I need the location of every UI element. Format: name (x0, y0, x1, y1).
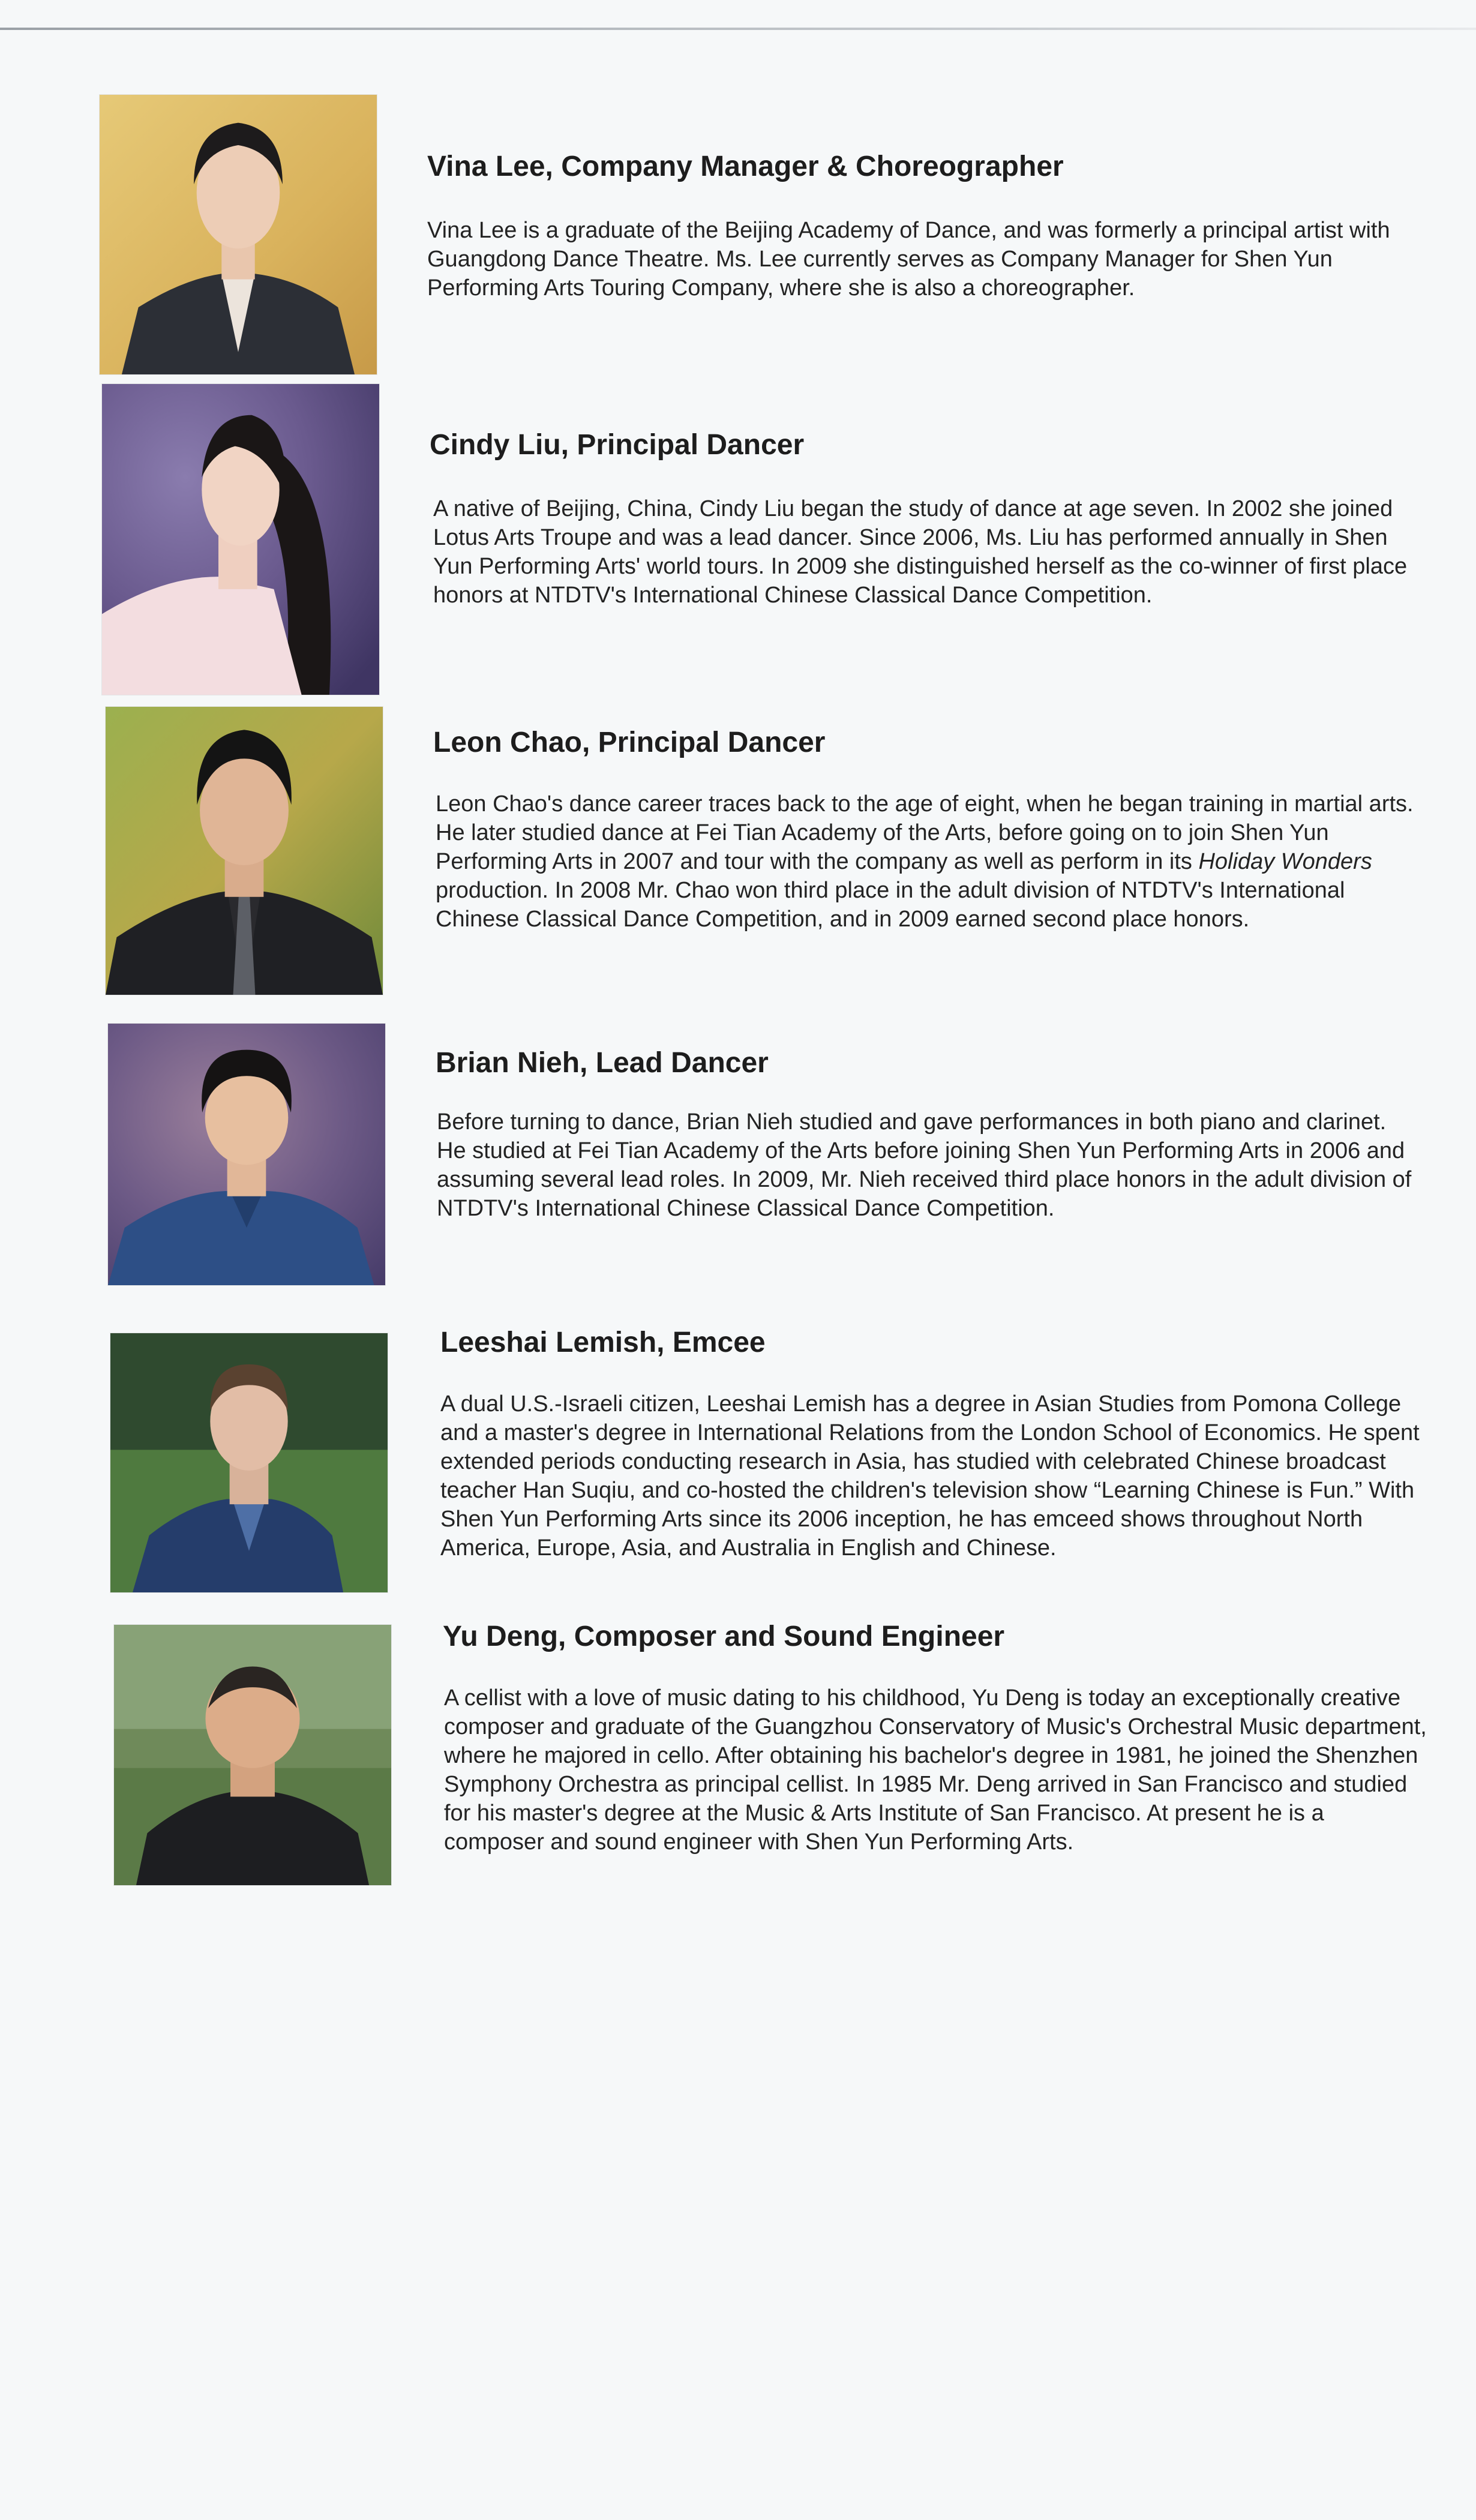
profile-bio: A native of Beijing, China, Cindy Liu began the study of dance at age seven. In 2002 she joined Lotus Arts Troupe and was a lead dancer. Since 2006, Ms. Liu has performed annually in Shen Yun Performing Arts' world tours. In 2009 she distinguished herself as the co-winner of first place honors at NTDTV's International Chinese Classical Dance Competition. (433, 496, 1408, 608)
portrait-photo-yu-deng (114, 1625, 391, 1885)
profile-name: Brian Nieh, Lead Dancer (436, 1047, 769, 1079)
profile-name: Vina Lee, Company Manager & Choreographer (427, 151, 1064, 182)
profile-name: Cindy Liu, Principal Dancer (430, 429, 805, 461)
portrait-image (100, 95, 377, 374)
portrait-image (114, 1625, 391, 1885)
portrait-image (106, 707, 383, 995)
portrait-photo-vina-lee (100, 95, 377, 374)
portrait-photo-cindy-liu (102, 384, 379, 695)
profile-bio: Before turning to dance, Brian Nieh studied and gave performances in both piano and clarinet. He studied at Fei Tian Academy of the Arts before joining Shen Yun Performing Arts in 2006 and assuming several lead roles. In 2009, Mr. Nieh received third place honors in the adult division of NTDTV's International Chinese Classical Dance Competition. (437, 1109, 1412, 1221)
portrait-photo-brian-nieh (108, 1024, 385, 1285)
portrait-image (108, 1024, 385, 1285)
top-rule (0, 28, 1476, 30)
profile-bio: A dual U.S.-Israeli citizen, Leeshai Lemish has a degree in Asian Studies from Pomona College and a master's degree in International Relations from the London School of Economics. He spent extended periods conducting research in Asia, has studied with celebrated Chinese broadcast teacher Han Suqiu, and co-hosted the children's television show “Learning Chinese is Fun.” With Shen Yun Performing Arts since its 2006 inception, he has emceed shows throughout North America, Europe, Asia, and Australia in English and Chinese. (440, 1391, 1420, 1561)
portrait-image (110, 1333, 388, 1592)
profile-bio (436, 790, 1420, 934)
profile-name: Leon Chao, Principal Dancer (433, 727, 826, 758)
profile-name: Yu Deng, Composer and Sound Engineer (443, 1621, 1005, 1652)
portrait-image (102, 384, 379, 695)
bio-italic-title: Holiday Wonders (1198, 849, 1372, 874)
bio-text-after: production. In 2008 Mr. Chao won third place in the adult division of NTDTV's International Chinese Classical Dance Competition, and in 2009 earned second place honors. (436, 878, 1345, 932)
profile-name: Leeshai Lemish, Emcee (440, 1327, 766, 1358)
portrait-photo-leeshai-lemish (110, 1333, 388, 1592)
portrait-photo-leon-chao (106, 707, 383, 995)
bio-text-before: Leon Chao's dance career traces back to the age of eight, when he began training in martial arts. He later studied dance at Fei Tian Academy of the Arts, before going on to join Shen Yun Performing Arts in 2007 and tour with the company as well as perform in its (436, 791, 1414, 874)
profile-bio: Vina Lee is a graduate of the Beijing Academy of Dance, and was formerly a principal artist with Guangdong Dance Theatre. Ms. Lee currently serves as Company Manager for Shen Yun Performing Arts Touring Company, where she is also a choreographer. (427, 218, 1390, 301)
profile-bio: A cellist with a love of music dating to his childhood, Yu Deng is today an exceptionally creative composer and graduate of the Guangzhou Conservatory of Music's Orchestral Music department, where he majored in cello. After obtaining his bachelor's degree in 1981, he joined the Shenzhen Symphony Orchestra as principal cellist. In 1985 Mr. Deng arrived in San Francisco and studied for his master's degree at the Music & Arts Institute of San Francisco. At present he is a composer and sound engineer with Shen Yun Performing Arts. (444, 1685, 1427, 1855)
